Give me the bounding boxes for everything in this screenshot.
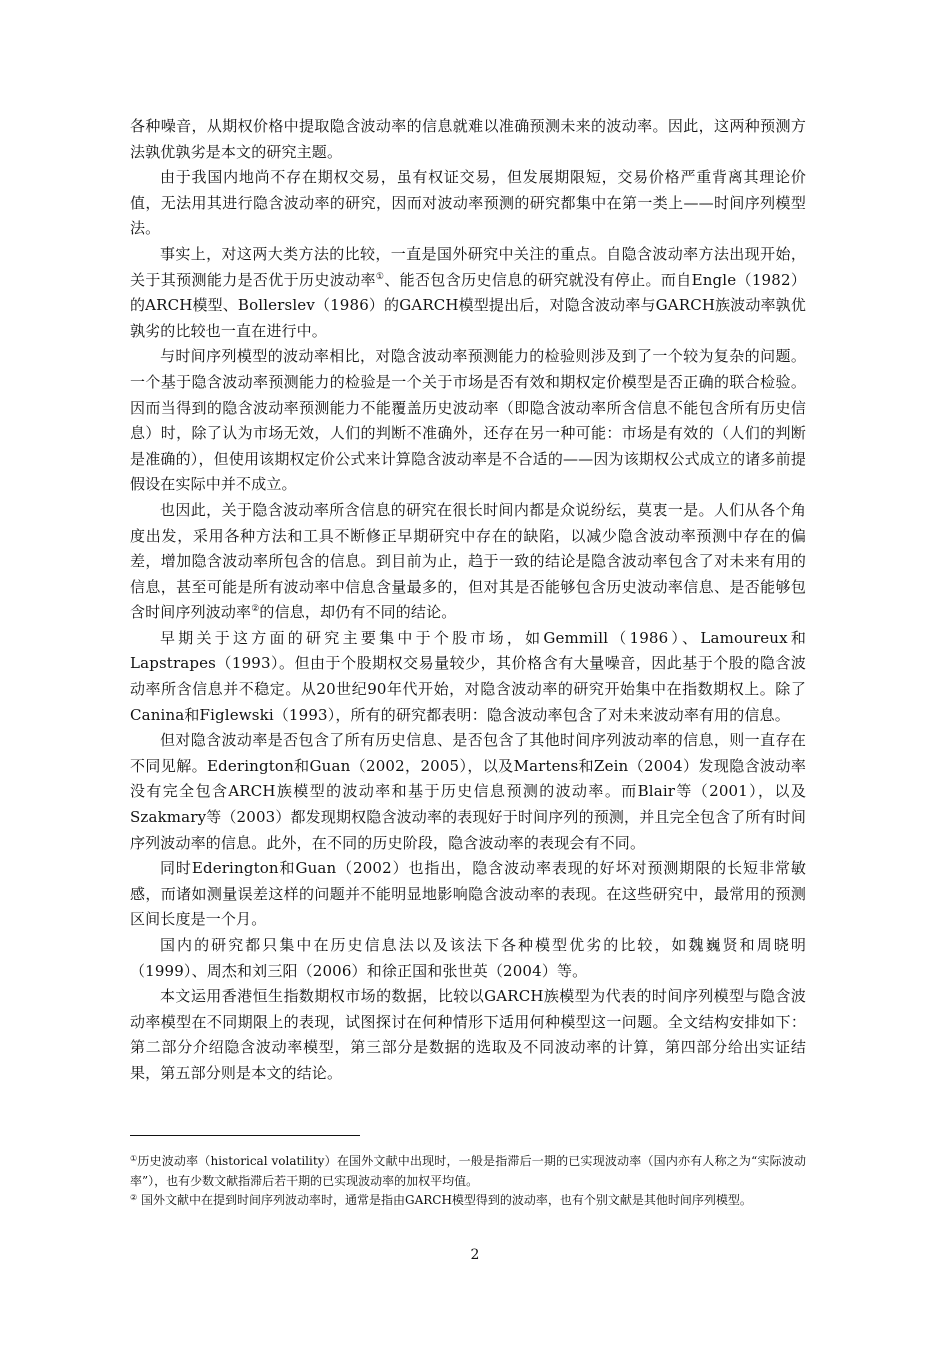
paragraph-5-text-b: 的信息，却仍有不同的结论。 (259, 603, 457, 622)
footnote-ref-2[interactable]: ② (251, 604, 260, 615)
footnote-2-mark: ② (130, 1193, 138, 1202)
paragraph-3-text-a: 事实上，对这两大类方法的比较，一直是国外研究中关注的重点。自隐含波动率方法出现开始，关于其预测能力是否优于历史波动率 (130, 244, 806, 289)
paragraph-4: 与时间序列模型的波动率相比，对隐含波动率预测能力的检验则涉及到了一个较为复杂的问题。一个基于隐含波动率预测能力的检验是一个关于市场是否有效和期权定价模型是否正确的联合检验。因而当得到的隐含波动率预测能力不能覆盖历史波动率（即隐含波动率所含信息不能包含所有历史信息）时，除了认为市场无效，人们的判断不准确外，还存在另一种可能：市场是有效的（人们的判断是准确的），但使用该期权定价公式来计算隐含波动率是不合适的——因为该期权公式成立的诸多前提假设在实际中并不成立。 (130, 347, 806, 494)
paragraph-6: 早期关于这方面的研究主要集中于个股市场，如Gemmill（1986）、Lamoureux和Lapstrapes（1993）。但由于个股期权交易量较少，其价格含有大量噪音，因此基于个股的隐含波动率所含信息并不稳定。从20世纪90年代开始，对隐含波动率的研究开始集中在指数期权上。除了Canina和Figlewski（1993），所有的研究都表明：隐含波动率包含了对未来波动率有用的信息。 (130, 628, 806, 724)
footnote-1 (130, 1152, 806, 1191)
page-number: 2 (470, 1247, 480, 1263)
paragraph-7: 但对隐含波动率是否包含了所有历史信息、是否包含了其他时间序列波动率的信息，则一直存在不同见解。Ederington和Guan（2002，2005），以及Martens和Zein（2004）发现隐含波动率没有完全包含ARCH族模型的波动率和基于历史信息预测的波动率。而Blair等（2001），以及Szakmary等（2003）都发现期权隐含波动率的表现好于时间序列的预测，并且完全包含了所有时间序列波动率的信息。此外，在不同的历史阶段，隐含波动率的表现会有不同。 (130, 731, 806, 852)
paragraph-10: 本文运用香港恒生指数期权市场的数据，比较以GARCH族模型为代表的时间序列模型与隐含波动率模型在不同期限上的表现，试图探讨在何种情形下适用何种模型这一问题。全文结构安排如下：第二部分介绍隐含波动率模型，第三部分是数据的选取及不同波动率的计算，第四部分给出实证结果，第五部分则是本文的结论。 (130, 987, 806, 1082)
paragraph-5-text-a: 也因此，关于隐含波动率所含信息的研究在很长时间内都是众说纷纭，莫衷一是。人们从各个角度出发，采用各种方法和工具不断修正早期研究中存在的缺陷，以减少隐含波动率预测中存在的偏差，增加隐含波动率所包含的信息。到目前为止，趋于一致的结论是隐含波动率包含了对未来有用的信息，甚至可能是所有波动率中信息含量最多的，但对其是否能够包含历史波动率信息、是否能够包含时间序列波动率 (130, 500, 806, 622)
paragraph-1: 各种噪音，从期权价格中提取隐含波动率的信息就难以准确预测未来的波动率。因此，这两种预测方法孰优孰劣是本文的研究主题。 (130, 117, 806, 161)
paragraph-2: 由于我国内地尚不存在期权交易，虽有权证交易，但发展期限短，交易价格严重背离其理论价值，无法用其进行隐含波动率的研究，因而对波动率预测的研究都集中在第一类上——时间序列模型法。 (130, 168, 806, 238)
paragraph-9: 国内的研究都只集中在历史信息法以及该法下各种模型优劣的比较，如魏巍贤和周晓明（1999）、周杰和刘三阳（2006）和徐正国和张世英（2004）等。 (130, 936, 806, 980)
footnote-2 (130, 1191, 806, 1211)
footnote-1-mark: ① (130, 1154, 138, 1163)
footnote-separator (130, 1135, 360, 1136)
paragraph-5 (130, 498, 806, 626)
paragraph-8: 同时Ederington和Guan（2002）也指出，隐含波动率表现的好坏对预测期限的长短非常敏感，而诸如测量误差这样的问题并不能明显地影响隐含波动率的表现。在这些研究中，最常用的预测区间长度是一个月。 (130, 859, 806, 929)
document-body (130, 114, 806, 1087)
paragraph-3-text-b: 、能否包含历史信息的研究就没有停止。而自Engle（1982）的ARCH模型、Bollerslev（1986）的GARCH模型提出后，对隐含波动率与GARCH族波动率孰优孰劣的比较也一直在进行中。 (130, 270, 807, 340)
paragraph-3 (130, 242, 806, 344)
footnote-2-text: 国外文献中在提到时间序列波动率时，通常是指由GARCH模型得到的波动率，也有个别文献是其他时间序列模型。 (137, 1193, 752, 1207)
footnote-ref-1[interactable]: ① (375, 271, 385, 282)
footnotes (130, 1152, 806, 1211)
footnote-1-text: 历史波动率（historical volatility）在国外文献中出现时，一般是指滞后一期的已实现波动率（国内亦有人称之为“实际波动率”），也有少数文献指滞后若干期的已实现波动率的加权平均值。 (130, 1154, 806, 1188)
